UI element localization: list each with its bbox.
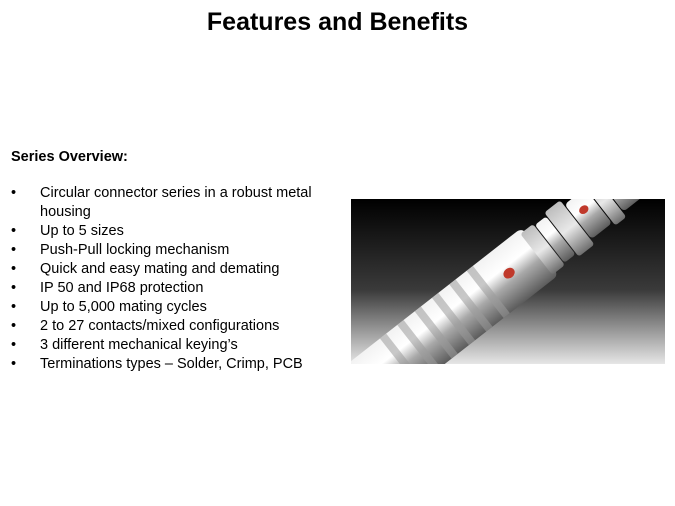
list-item-text: IP 50 and IP68 protection [40, 280, 204, 296]
connector-product-photo [351, 199, 665, 364]
list-item [11, 336, 346, 355]
list-item-text: Push-Pull locking mechanism [40, 242, 230, 258]
bullet-dot: • [11, 242, 17, 258]
bullet-dot: • [11, 185, 17, 201]
section-heading: Series Overview: [11, 149, 128, 165]
list-item [11, 355, 346, 374]
list-item [11, 279, 346, 298]
bullet-dot: • [11, 337, 17, 353]
feature-list [11, 184, 346, 374]
list-item-text: 2 to 27 contacts/mixed configurations [40, 318, 280, 334]
list-item-text: 3 different mechanical keying’s [40, 337, 238, 353]
bullet-dot: • [11, 280, 17, 296]
list-item-text: Quick and easy mating and demating [40, 261, 280, 277]
list-item [11, 260, 346, 279]
bullet-dot: • [11, 299, 17, 315]
list-item [11, 298, 346, 317]
bullet-dot: • [11, 261, 17, 277]
list-item [11, 241, 346, 260]
bullet-dot: • [11, 318, 17, 334]
list-item [11, 222, 346, 241]
list-item-text: Terminations types – Solder, Crimp, PCB [40, 356, 303, 372]
list-item-text: Circular connector series in a robust metal housing [40, 185, 312, 220]
list-item [11, 317, 346, 336]
slide-title: Features and Benefits [206, 8, 469, 36]
list-item-text: Up to 5 sizes [40, 223, 124, 239]
list-item [11, 184, 346, 222]
list-item-text: Up to 5,000 mating cycles [40, 299, 207, 315]
bullet-dot: • [11, 356, 17, 372]
bullet-dot: • [11, 223, 17, 239]
